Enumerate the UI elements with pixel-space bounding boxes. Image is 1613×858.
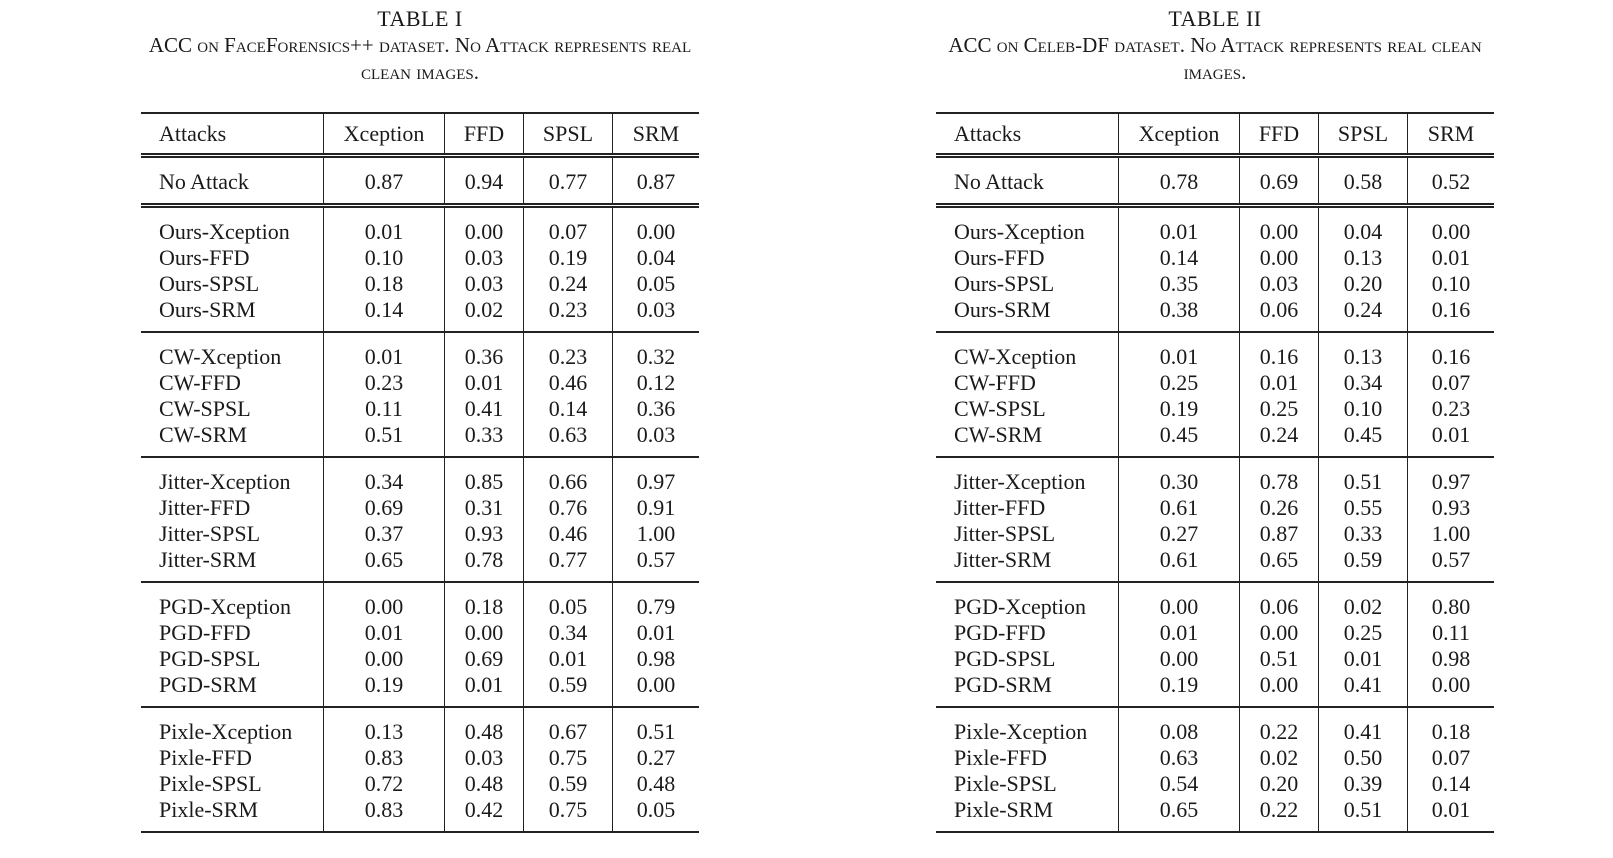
- attack-label-cell: Ours-SRM: [954, 297, 1051, 322]
- table-row: [936, 422, 1494, 457]
- acc-value-cell: 0.14: [524, 396, 613, 422]
- acc-value-cell: 0.10: [324, 245, 445, 271]
- acc-value-cell: 0.00: [1408, 206, 1495, 246]
- table-block: [815, 0, 1613, 833]
- acc-value-cell: 0.33: [1319, 521, 1408, 547]
- column-header: FFD: [445, 113, 524, 156]
- attack-label-cell: Ours-SPSL: [954, 271, 1055, 296]
- attack-label-cell: No Attack: [159, 169, 249, 194]
- table-row: [936, 271, 1494, 297]
- acc-value-cell: 1.00: [1408, 521, 1495, 547]
- acc-value-cell: 0.97: [613, 457, 700, 495]
- acc-value-cell: 0.24: [1240, 422, 1319, 457]
- attack-label-cell: PGD-FFD: [159, 620, 251, 645]
- acc-value-cell: 0.79: [613, 582, 700, 620]
- acc-value-cell: 0.01: [1119, 620, 1240, 646]
- acc-value-cell: 0.66: [524, 457, 613, 495]
- caption-line: images.: [1183, 60, 1247, 84]
- acc-value-cell: 0.07: [524, 206, 613, 246]
- table-row: [936, 521, 1494, 547]
- acc-value-cell: 0.25: [1240, 396, 1319, 422]
- acc-value-cell: 0.04: [613, 245, 700, 271]
- table-row: [141, 797, 699, 832]
- acc-value-cell: 0.22: [1240, 707, 1319, 745]
- acc-value-cell: 0.01: [613, 620, 700, 646]
- acc-value-cell: 0.72: [324, 771, 445, 797]
- attack-label-cell: Jitter-SRM: [159, 547, 257, 572]
- attack-label-cell: Pixle-Xception: [159, 719, 293, 744]
- acc-value-cell: 0.51: [613, 707, 700, 745]
- acc-value-cell: 0.51: [324, 422, 445, 457]
- acc-value-cell: 0.25: [1319, 620, 1408, 646]
- acc-value-cell: 0.51: [1319, 797, 1408, 832]
- acc-value-cell: 0.94: [445, 156, 524, 206]
- attack-label-cell: CW-SPSL: [954, 396, 1046, 421]
- attack-label-cell: PGD-SRM: [954, 672, 1052, 697]
- acc-value-cell: 0.23: [524, 332, 613, 370]
- caption-line: ACC on FaceForensics++ dataset. No Attack represents real: [148, 33, 692, 57]
- acc-value-cell: 0.48: [445, 771, 524, 797]
- acc-value-cell: 1.00: [613, 521, 700, 547]
- acc-value-cell: 0.59: [524, 672, 613, 707]
- column-header: FFD: [1240, 113, 1319, 156]
- caption-line: clean images.: [361, 60, 479, 84]
- acc-value-cell: 0.41: [1319, 672, 1408, 707]
- acc-value-cell: 0.00: [613, 206, 700, 246]
- acc-value-cell: 0.63: [1119, 745, 1240, 771]
- table-row: [141, 156, 699, 206]
- table-row: [936, 547, 1494, 582]
- header-row: [936, 113, 1494, 156]
- acc-value-cell: 0.08: [1119, 707, 1240, 745]
- acc-value-cell: 0.36: [445, 332, 524, 370]
- acc-value-cell: 0.50: [1319, 745, 1408, 771]
- acc-value-cell: 0.16: [1240, 332, 1319, 370]
- attack-label-cell: Ours-SRM: [159, 297, 256, 322]
- attack-label-cell: CW-FFD: [954, 370, 1036, 395]
- table-number: TABLE II: [1168, 6, 1262, 31]
- acc-value-cell: 0.69: [324, 495, 445, 521]
- acc-value-cell: 0.27: [1119, 521, 1240, 547]
- acc-value-cell: 0.07: [1408, 745, 1495, 771]
- table-row: [141, 206, 699, 246]
- acc-value-cell: 0.03: [445, 245, 524, 271]
- acc-value-cell: 0.00: [613, 672, 700, 707]
- acc-value-cell: 0.06: [1240, 297, 1319, 332]
- attack-label-cell: CW-Xception: [159, 344, 282, 369]
- acc-value-cell: 0.02: [1319, 582, 1408, 620]
- attack-label-cell: PGD-Xception: [954, 594, 1086, 619]
- acc-value-cell: 0.87: [1240, 521, 1319, 547]
- acc-value-cell: 0.93: [445, 521, 524, 547]
- table-row: [936, 396, 1494, 422]
- acc-value-cell: 0.00: [1240, 620, 1319, 646]
- attack-label-cell: Pixle-SPSL: [159, 771, 262, 796]
- acc-value-cell: 0.07: [1408, 370, 1495, 396]
- acc-value-cell: 0.65: [1240, 547, 1319, 582]
- attack-label-cell: Ours-FFD: [954, 245, 1045, 270]
- acc-value-cell: 0.34: [524, 620, 613, 646]
- acc-value-cell: 0.03: [445, 271, 524, 297]
- table-row: [141, 370, 699, 396]
- acc-value-cell: 0.77: [524, 547, 613, 582]
- acc-value-cell: 0.14: [1119, 245, 1240, 271]
- acc-value-cell: 0.87: [324, 156, 445, 206]
- table-row: [141, 495, 699, 521]
- acc-value-cell: 0.93: [1408, 495, 1495, 521]
- acc-value-cell: 0.35: [1119, 271, 1240, 297]
- table-row: [141, 672, 699, 707]
- attack-label-cell: Pixle-SPSL: [954, 771, 1057, 796]
- acc-value-cell: 0.02: [1240, 745, 1319, 771]
- acc-value-cell: 0.20: [1240, 771, 1319, 797]
- acc-value-cell: 0.97: [1408, 457, 1495, 495]
- acc-value-cell: 0.00: [1408, 672, 1495, 707]
- attack-label-cell: Jitter-SPSL: [954, 521, 1056, 546]
- attack-label-cell: Jitter-FFD: [159, 495, 251, 520]
- acc-value-cell: 0.01: [1240, 370, 1319, 396]
- attack-label-cell: CW-SRM: [954, 422, 1043, 447]
- acc-value-cell: 0.41: [1319, 707, 1408, 745]
- acc-value-cell: 0.13: [1319, 245, 1408, 271]
- attack-label-cell: Pixle-Xception: [954, 719, 1088, 744]
- attack-label-cell: Jitter-Xception: [954, 469, 1086, 494]
- table-row: [141, 245, 699, 271]
- acc-value-cell: 0.03: [613, 422, 700, 457]
- acc-value-cell: 0.75: [524, 797, 613, 832]
- acc-value-cell: 0.69: [1240, 156, 1319, 206]
- acc-value-cell: 0.22: [1240, 797, 1319, 832]
- attack-label-cell: Pixle-SRM: [954, 797, 1054, 822]
- acc-value-cell: 0.11: [1408, 620, 1495, 646]
- acc-value-cell: 0.36: [613, 396, 700, 422]
- table-row: [936, 297, 1494, 332]
- acc-value-cell: 0.76: [524, 495, 613, 521]
- acc-value-cell: 0.51: [1319, 457, 1408, 495]
- acc-value-cell: 0.01: [1408, 422, 1495, 457]
- acc-value-cell: 0.01: [324, 206, 445, 246]
- acc-value-cell: 0.78: [1240, 457, 1319, 495]
- acc-value-cell: 0.01: [1119, 332, 1240, 370]
- table-row: [936, 457, 1494, 495]
- attack-label-cell: Pixle-FFD: [954, 745, 1047, 770]
- acc-value-cell: 0.01: [524, 646, 613, 672]
- column-header: Attacks: [159, 121, 227, 146]
- attack-label-cell: Jitter-SPSL: [159, 521, 261, 546]
- acc-value-cell: 0.77: [524, 156, 613, 206]
- column-header: Xception: [1119, 113, 1240, 156]
- acc-value-cell: 0.02: [445, 297, 524, 332]
- attack-label-cell: PGD-SRM: [159, 672, 257, 697]
- acc-value-cell: 0.46: [524, 370, 613, 396]
- caption-line: ACC on Celeb-DF dataset. No Attack represents real clean: [948, 33, 1482, 57]
- table-row: [141, 297, 699, 332]
- acc-value-cell: 0.59: [1319, 547, 1408, 582]
- acc-value-cell: 0.00: [445, 620, 524, 646]
- column-header: SPSL: [1319, 113, 1408, 156]
- acc-value-cell: 0.16: [1408, 332, 1495, 370]
- acc-value-cell: 0.19: [1119, 672, 1240, 707]
- acc-value-cell: 0.25: [1119, 370, 1240, 396]
- acc-value-cell: 0.14: [324, 297, 445, 332]
- acc-value-cell: 0.41: [445, 396, 524, 422]
- acc-value-cell: 0.55: [1319, 495, 1408, 521]
- attack-label-cell: Ours-Xception: [954, 219, 1085, 244]
- acc-value-cell: 0.61: [1119, 547, 1240, 582]
- acc-value-cell: 0.34: [324, 457, 445, 495]
- acc-value-cell: 0.48: [613, 771, 700, 797]
- results-table: [936, 112, 1494, 833]
- attack-label-cell: CW-Xception: [954, 344, 1077, 369]
- attack-label-cell: CW-SPSL: [159, 396, 251, 421]
- acc-value-cell: 0.42: [445, 797, 524, 832]
- acc-value-cell: 0.18: [445, 582, 524, 620]
- acc-value-cell: 0.75: [524, 745, 613, 771]
- acc-value-cell: 0.57: [613, 547, 700, 582]
- acc-value-cell: 0.00: [1119, 646, 1240, 672]
- acc-value-cell: 0.54: [1119, 771, 1240, 797]
- acc-value-cell: 0.12: [613, 370, 700, 396]
- acc-value-cell: 0.23: [1408, 396, 1495, 422]
- table-caption: [20, 6, 820, 86]
- table-row: [936, 332, 1494, 370]
- acc-value-cell: 0.10: [1408, 271, 1495, 297]
- table-row: [141, 521, 699, 547]
- acc-value-cell: 0.39: [1319, 771, 1408, 797]
- column-header: SPSL: [524, 113, 613, 156]
- table-row: [936, 582, 1494, 620]
- column-header: Xception: [324, 113, 445, 156]
- table-row: [141, 332, 699, 370]
- table-number: TABLE I: [377, 6, 463, 31]
- table-row: [936, 771, 1494, 797]
- acc-value-cell: 0.37: [324, 521, 445, 547]
- attack-label-cell: PGD-SPSL: [954, 646, 1056, 671]
- acc-value-cell: 0.30: [1119, 457, 1240, 495]
- acc-value-cell: 0.00: [324, 646, 445, 672]
- table-row: [936, 370, 1494, 396]
- acc-value-cell: 0.05: [524, 582, 613, 620]
- acc-value-cell: 0.67: [524, 707, 613, 745]
- acc-value-cell: 0.00: [1240, 245, 1319, 271]
- table-row: [141, 707, 699, 745]
- acc-value-cell: 0.83: [324, 797, 445, 832]
- attack-label-cell: Ours-SPSL: [159, 271, 260, 296]
- acc-value-cell: 0.18: [324, 271, 445, 297]
- acc-value-cell: 0.19: [324, 672, 445, 707]
- table-block: [20, 0, 820, 833]
- acc-value-cell: 0.13: [324, 707, 445, 745]
- acc-value-cell: 0.24: [524, 271, 613, 297]
- acc-value-cell: 0.78: [1119, 156, 1240, 206]
- attack-label-cell: PGD-SPSL: [159, 646, 261, 671]
- table-row: [936, 156, 1494, 206]
- column-header: SRM: [613, 113, 700, 156]
- acc-value-cell: 0.83: [324, 745, 445, 771]
- acc-value-cell: 0.19: [1119, 396, 1240, 422]
- acc-value-cell: 0.01: [1119, 206, 1240, 246]
- acc-value-cell: 0.27: [613, 745, 700, 771]
- acc-value-cell: 0.34: [1319, 370, 1408, 396]
- table-row: [936, 206, 1494, 246]
- acc-value-cell: 0.65: [1119, 797, 1240, 832]
- acc-value-cell: 0.85: [445, 457, 524, 495]
- table-row: [141, 620, 699, 646]
- acc-value-cell: 0.38: [1119, 297, 1240, 332]
- acc-value-cell: 0.03: [1240, 271, 1319, 297]
- acc-value-cell: 0.11: [324, 396, 445, 422]
- acc-value-cell: 0.23: [524, 297, 613, 332]
- acc-value-cell: 0.13: [1319, 332, 1408, 370]
- acc-value-cell: 0.00: [1119, 582, 1240, 620]
- table-row: [141, 646, 699, 672]
- acc-value-cell: 0.87: [613, 156, 700, 206]
- acc-value-cell: 0.63: [524, 422, 613, 457]
- acc-value-cell: 0.00: [1240, 672, 1319, 707]
- table-row: [141, 422, 699, 457]
- acc-value-cell: 0.58: [1319, 156, 1408, 206]
- table-row: [141, 457, 699, 495]
- acc-value-cell: 0.98: [613, 646, 700, 672]
- acc-value-cell: 0.57: [1408, 547, 1495, 582]
- attack-label-cell: Jitter-SRM: [954, 547, 1052, 572]
- acc-value-cell: 0.20: [1319, 271, 1408, 297]
- table-row: [936, 797, 1494, 832]
- acc-value-cell: 0.61: [1119, 495, 1240, 521]
- acc-value-cell: 0.01: [1408, 797, 1495, 832]
- acc-value-cell: 0.24: [1319, 297, 1408, 332]
- acc-value-cell: 0.23: [324, 370, 445, 396]
- table-row: [141, 745, 699, 771]
- acc-value-cell: 0.01: [445, 672, 524, 707]
- acc-value-cell: 0.52: [1408, 156, 1495, 206]
- attack-label-cell: Pixle-FFD: [159, 745, 252, 770]
- column-header: Attacks: [954, 121, 1022, 146]
- acc-value-cell: 0.65: [324, 547, 445, 582]
- acc-value-cell: 0.01: [1319, 646, 1408, 672]
- table-row: [936, 245, 1494, 271]
- column-header: SRM: [1408, 113, 1495, 156]
- acc-value-cell: 0.05: [613, 797, 700, 832]
- results-table: [141, 112, 699, 833]
- table-row: [936, 646, 1494, 672]
- acc-value-cell: 0.00: [324, 582, 445, 620]
- attack-label-cell: Pixle-SRM: [159, 797, 259, 822]
- acc-value-cell: 0.01: [1408, 245, 1495, 271]
- acc-value-cell: 0.03: [445, 745, 524, 771]
- acc-value-cell: 0.80: [1408, 582, 1495, 620]
- acc-value-cell: 0.01: [445, 370, 524, 396]
- acc-value-cell: 0.19: [524, 245, 613, 271]
- attack-label-cell: PGD-FFD: [954, 620, 1046, 645]
- acc-value-cell: 0.69: [445, 646, 524, 672]
- table-row: [936, 745, 1494, 771]
- acc-value-cell: 0.05: [613, 271, 700, 297]
- acc-value-cell: 0.98: [1408, 646, 1495, 672]
- acc-value-cell: 0.00: [1240, 206, 1319, 246]
- table-row: [141, 547, 699, 582]
- attack-label-cell: CW-SRM: [159, 422, 248, 447]
- attack-label-cell: Jitter-Xception: [159, 469, 291, 494]
- attack-label-cell: PGD-Xception: [159, 594, 291, 619]
- acc-value-cell: 0.03: [613, 297, 700, 332]
- acc-value-cell: 0.10: [1319, 396, 1408, 422]
- table-caption: [815, 6, 1613, 86]
- acc-value-cell: 0.31: [445, 495, 524, 521]
- table-row: [141, 271, 699, 297]
- table-row: [141, 771, 699, 797]
- attack-label-cell: CW-FFD: [159, 370, 241, 395]
- acc-value-cell: 0.06: [1240, 582, 1319, 620]
- table-row: [141, 582, 699, 620]
- acc-value-cell: 0.48: [445, 707, 524, 745]
- acc-value-cell: 0.51: [1240, 646, 1319, 672]
- acc-value-cell: 0.14: [1408, 771, 1495, 797]
- acc-value-cell: 0.45: [1119, 422, 1240, 457]
- acc-value-cell: 0.18: [1408, 707, 1495, 745]
- acc-value-cell: 0.59: [524, 771, 613, 797]
- acc-value-cell: 0.00: [445, 206, 524, 246]
- acc-value-cell: 0.01: [324, 620, 445, 646]
- acc-value-cell: 0.46: [524, 521, 613, 547]
- acc-value-cell: 0.26: [1240, 495, 1319, 521]
- table-row: [936, 620, 1494, 646]
- acc-value-cell: 0.78: [445, 547, 524, 582]
- attack-label-cell: Jitter-FFD: [954, 495, 1046, 520]
- attack-label-cell: Ours-FFD: [159, 245, 250, 270]
- acc-value-cell: 0.91: [613, 495, 700, 521]
- table-row: [936, 707, 1494, 745]
- table-row: [141, 396, 699, 422]
- table-row: [936, 495, 1494, 521]
- acc-value-cell: 0.32: [613, 332, 700, 370]
- acc-value-cell: 0.45: [1319, 422, 1408, 457]
- acc-value-cell: 0.16: [1408, 297, 1495, 332]
- acc-value-cell: 0.04: [1319, 206, 1408, 246]
- table-row: [936, 672, 1494, 707]
- attack-label-cell: Ours-Xception: [159, 219, 290, 244]
- header-row: [141, 113, 699, 156]
- acc-value-cell: 0.01: [324, 332, 445, 370]
- attack-label-cell: No Attack: [954, 169, 1044, 194]
- acc-value-cell: 0.33: [445, 422, 524, 457]
